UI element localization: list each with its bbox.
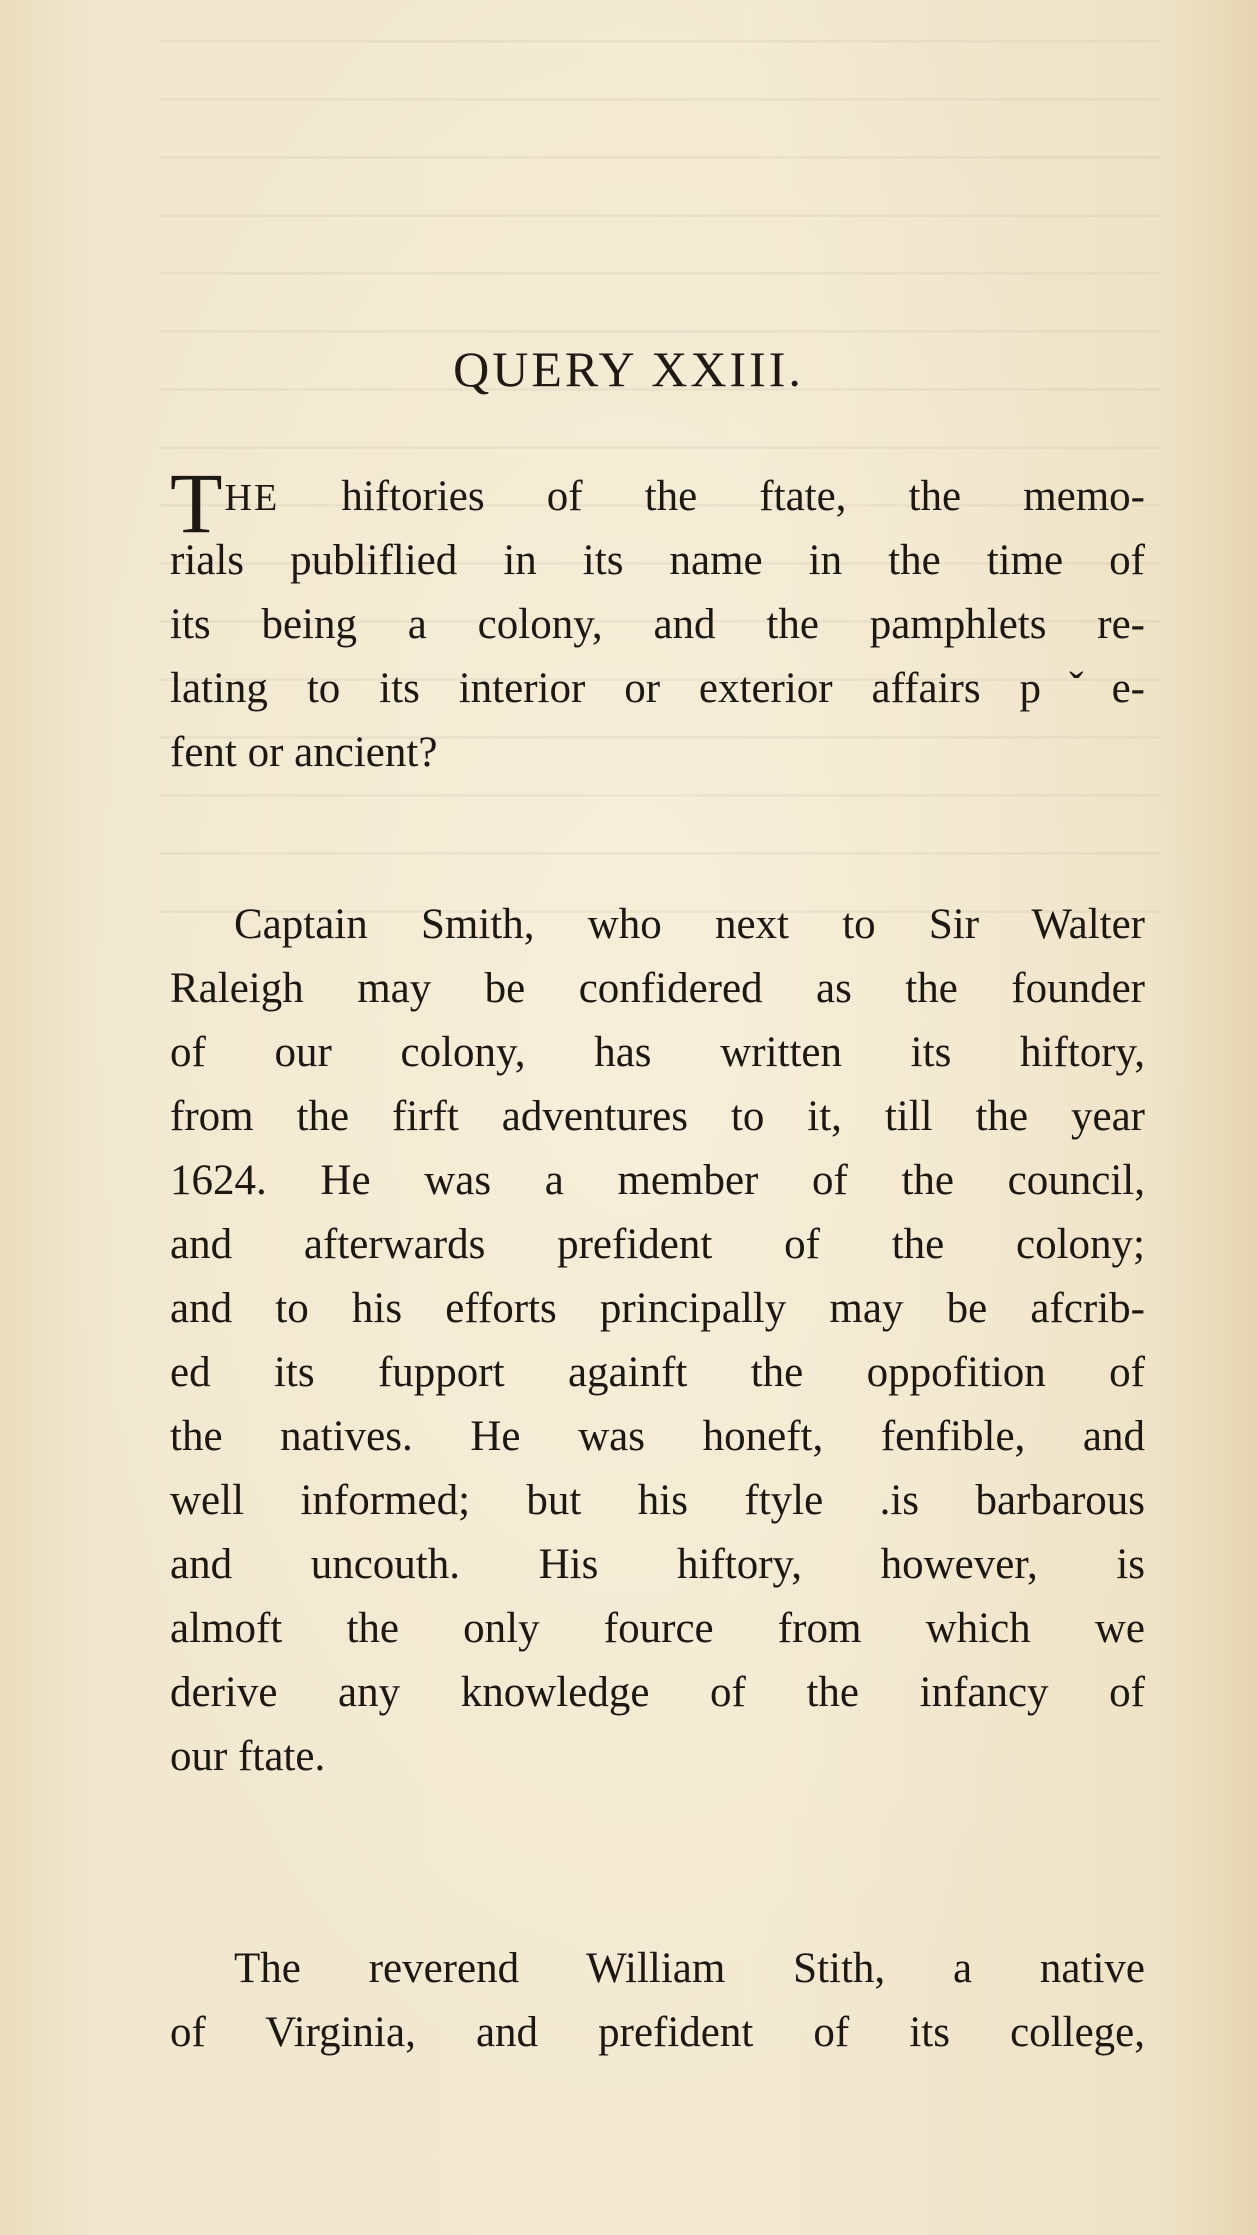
paragraph-2-line: and to his efforts principally may be afcrib- xyxy=(170,1285,1145,1332)
paragraph-2-line: and uncouth. His hiftory, however, is xyxy=(170,1541,1145,1588)
drop-cap: T xyxy=(170,455,223,551)
paragraph-2-line: of our colony, has written its hiftory, xyxy=(170,1029,1145,1076)
paragraph-1-line: lating to its interior or exterior affairs pˇe- xyxy=(170,665,1145,712)
paragraph-2-line: and afterwards prefident of the colony; xyxy=(170,1221,1145,1268)
paragraph-1-line: its being a colony, and the pamphlets re- xyxy=(170,601,1145,648)
small-caps-word: HE xyxy=(224,477,280,519)
paragraph-2-line: Captain Smith, who next to Sir Walter xyxy=(234,901,1145,948)
paragraph-1-line: fent or ancient? xyxy=(170,729,438,776)
paragraph-3-line: of Virginia, and prefident of its college, xyxy=(170,2009,1145,2056)
query-heading: QUERY XXIII. xyxy=(453,341,804,397)
paragraph-2-line: from the firft adventures to it, till the year xyxy=(170,1093,1145,1140)
paragraph-3-line: The reverend William Stith, a native xyxy=(234,1945,1145,1992)
paragraph-2-line: Raleigh may be confidered as the founder xyxy=(170,965,1145,1012)
paragraph-2-line: ed its fupport againft the oppofition of xyxy=(170,1349,1145,1396)
paragraph-2 xyxy=(170,893,1145,1789)
paragraph-2-line: our ftate. xyxy=(170,1733,326,1780)
paragraph-2-line: almoft the only fource from which we xyxy=(170,1605,1145,1652)
paragraph-1 xyxy=(170,455,1145,785)
paragraph-1-line-1 xyxy=(170,455,1145,551)
paragraph-2-line: well informed; but his ftyle .is barbarous xyxy=(170,1477,1145,1524)
paragraph-3 xyxy=(170,1937,1145,2065)
paragraph-2-line: the natives. He was honeft, fenfible, and xyxy=(170,1413,1145,1460)
paragraph-1-line: rials publiflied in its name in the time of xyxy=(170,537,1145,584)
paragraph-2-line: 1624. He was a member of the council, xyxy=(170,1157,1145,1204)
paragraph-2-line: derive any knowledge of the infancy of xyxy=(170,1669,1145,1716)
first-line-text: hiftories of the ftate, the memo- xyxy=(279,473,1145,520)
